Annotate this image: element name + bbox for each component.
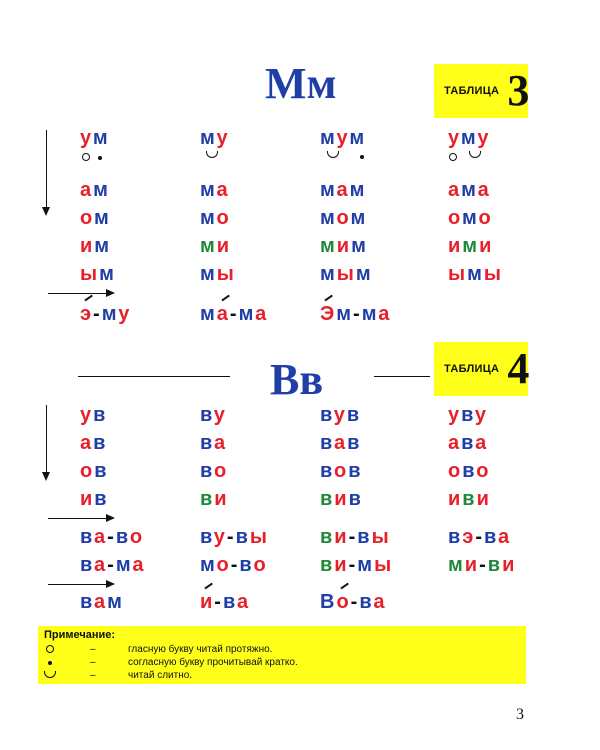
syllable-cell: мим: [320, 235, 368, 257]
note-dash: –: [90, 644, 96, 655]
syllable-cell: мам: [320, 179, 367, 201]
short-consonant-mark-icon: [98, 156, 102, 160]
syllable-cell: вов: [320, 460, 363, 482]
table-badge-number: 3: [507, 66, 530, 115]
table-badge-label: ТАБЛИЦА: [444, 85, 500, 97]
syllable-cell: ымы: [448, 263, 503, 285]
blend-arc-icon: [327, 151, 339, 158]
note-dash: –: [90, 657, 96, 668]
syllable-cell: ом: [80, 207, 111, 229]
note-text: согласную букву прочитывай кратко.: [128, 657, 298, 668]
word-cell: ва-во: [80, 526, 145, 548]
word-cell: и-ва: [200, 591, 251, 613]
reading-direction-arrow: [46, 405, 47, 475]
syllable-cell: мум: [320, 127, 367, 149]
word-cell: Эм-ма: [320, 303, 392, 325]
syllable-cell: ив: [80, 488, 109, 510]
syllable-cell: ву: [200, 404, 227, 426]
word-cell: мо-во: [200, 554, 268, 576]
syllable-cell: ми: [200, 235, 232, 257]
arrow-head-icon: [42, 472, 50, 481]
syllable-cell: иви: [448, 488, 491, 510]
short-consonant-mark-icon: [48, 661, 52, 665]
blend-arc-icon: [206, 151, 218, 158]
syllable-cell: омо: [448, 207, 493, 229]
word-arrow: [48, 518, 108, 519]
syllable-cell: вав: [320, 432, 362, 454]
syllable-cell: мы: [200, 263, 236, 285]
syllable-cell: вив: [320, 488, 363, 510]
reading-direction-arrow: [46, 130, 47, 210]
blend-arc-icon: [469, 151, 481, 158]
syllable-cell: ав: [80, 432, 108, 454]
syllable-cell: уму: [448, 127, 491, 149]
table-badge-3: [434, 64, 528, 118]
long-vowel-mark-icon: [46, 645, 54, 653]
arrow-head-icon: [42, 207, 50, 216]
page-number: 3: [516, 706, 524, 723]
word-cell: ву-вы: [200, 526, 269, 548]
syllable-cell: мом: [320, 207, 368, 229]
syllable-cell: ма: [200, 179, 230, 201]
note-text: гласную букву читай протяжно.: [128, 644, 273, 655]
word-arrow: [48, 584, 108, 585]
syllable-cell: вув: [320, 404, 362, 426]
divider-right: [374, 376, 430, 377]
word-cell: ви-вы: [320, 526, 391, 548]
word-cell: ви-мы: [320, 554, 394, 576]
long-vowel-mark-icon: [82, 153, 90, 161]
syllable-cell: ово: [448, 460, 491, 482]
syllable-cell: уву: [448, 404, 489, 426]
short-consonant-mark-icon: [360, 155, 364, 159]
table-badge-4: [434, 342, 528, 396]
arrow-head-icon: [106, 289, 115, 297]
word-cell: Во-ва: [320, 591, 387, 613]
letter-title-m: Мм: [265, 59, 337, 108]
word-cell: э-му: [80, 303, 132, 325]
syllable-cell: ум: [80, 127, 110, 149]
syllable-cell: ва: [200, 432, 228, 454]
arrow-head-icon: [106, 580, 115, 588]
word-cell: ми-ви: [448, 554, 517, 576]
long-vowel-mark-icon: [449, 153, 457, 161]
syllable-cell: им: [80, 235, 112, 257]
syllable-cell: ама: [448, 179, 491, 201]
syllable-cell: во: [200, 460, 229, 482]
syllable-cell: ими: [448, 235, 494, 257]
syllable-cell: мым: [320, 263, 373, 285]
word-cell: вэ-ва: [448, 526, 512, 548]
word-cell: ва-ма: [80, 554, 146, 576]
blend-arc-icon: [44, 671, 56, 678]
syllable-cell: мо: [200, 207, 231, 229]
divider-left: [78, 376, 230, 377]
syllable-cell: ов: [80, 460, 109, 482]
word-arrow: [48, 293, 108, 294]
word-cell: ма-ма: [200, 303, 269, 325]
table-badge-number: 4: [507, 344, 530, 393]
syllable-cell: ава: [448, 432, 489, 454]
note-dash: –: [90, 670, 96, 681]
note-box: [38, 626, 526, 684]
syllable-cell: ув: [80, 404, 108, 426]
table-badge-label: ТАБЛИЦА: [444, 363, 500, 375]
note-title: Примечание:: [44, 629, 116, 641]
word-cell: вам: [80, 591, 124, 613]
syllable-cell: ви: [200, 488, 229, 510]
syllable-cell: ам: [80, 179, 110, 201]
note-text: читай слитно.: [128, 670, 193, 681]
letter-title-v: Вв: [270, 355, 324, 404]
syllable-cell: му: [200, 127, 230, 149]
syllable-cell: ым: [80, 263, 116, 285]
arrow-head-icon: [106, 514, 115, 522]
